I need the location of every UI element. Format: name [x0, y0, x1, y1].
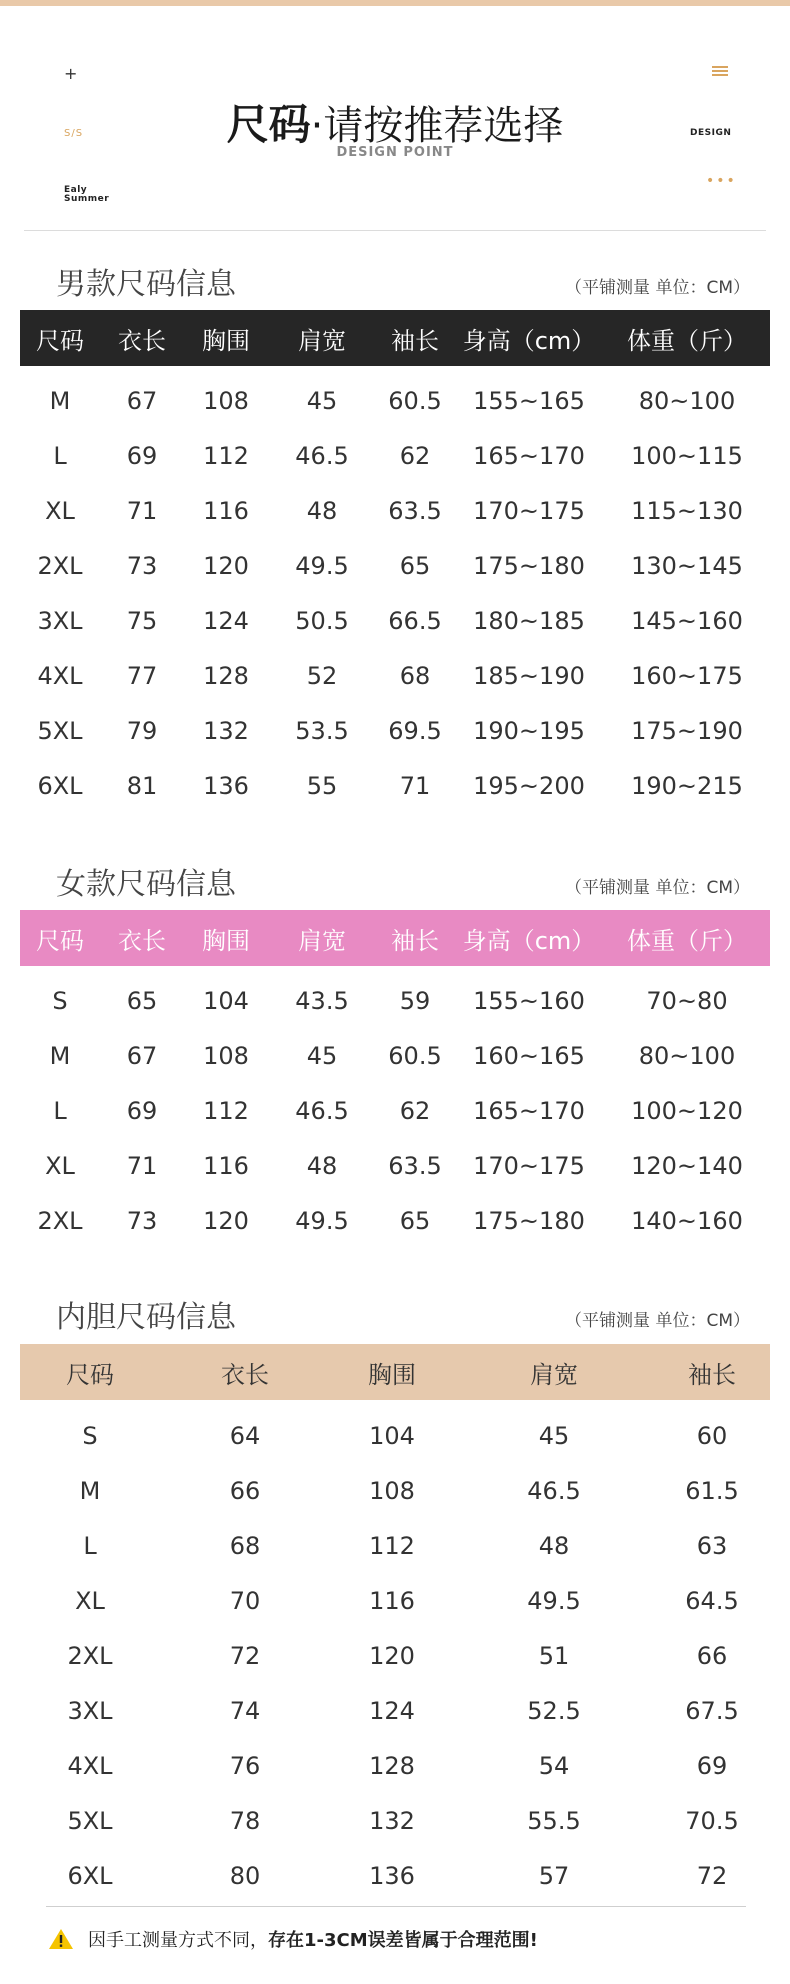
- season-label: S/S: [64, 128, 84, 139]
- table-cell: 46.5: [295, 441, 349, 470]
- table-row: [20, 373, 770, 428]
- table-cell: 65: [126, 986, 158, 1015]
- table-cell: XL: [45, 496, 75, 525]
- table-cell: 50.5: [295, 606, 349, 635]
- table-row: [20, 1138, 770, 1193]
- men-section-note: （平铺测量 单位：CM）: [565, 278, 750, 298]
- table-cell: 71: [126, 1151, 158, 1180]
- table-cell: 112: [203, 441, 249, 470]
- table-row: [20, 703, 770, 758]
- table-cell: 60.5: [388, 386, 442, 415]
- liner-section-title: 内胆尺码信息: [56, 1300, 236, 1335]
- liner-col-shoulder: 肩宽: [530, 1360, 578, 1389]
- table-row: [20, 1408, 770, 1463]
- table-row: [20, 1683, 770, 1738]
- table-cell: 46.5: [527, 1476, 581, 1505]
- table-cell: M: [49, 386, 71, 415]
- table-cell: 69: [126, 441, 158, 470]
- table-cell: 116: [203, 496, 249, 525]
- table-cell: 52: [306, 661, 338, 690]
- table-cell: 54: [538, 1751, 570, 1780]
- table-cell: 100~115: [631, 441, 743, 470]
- men-table-header: [20, 310, 770, 366]
- header-divider: [24, 230, 766, 231]
- table-cell: 45: [306, 386, 338, 415]
- table-cell: 116: [369, 1586, 415, 1615]
- table-row: [20, 483, 770, 538]
- table-cell: 65: [399, 551, 431, 580]
- women-col-sleeve: 袖长: [391, 926, 439, 955]
- table-cell: 49.5: [295, 551, 349, 580]
- table-cell: 165~170: [473, 441, 585, 470]
- table-row: [20, 428, 770, 483]
- table-cell: 170~175: [473, 1151, 585, 1180]
- table-cell: 128: [203, 661, 249, 690]
- table-cell: 2XL: [37, 551, 83, 580]
- table-cell: 52.5: [527, 1696, 581, 1725]
- table-row: [20, 1738, 770, 1793]
- ealy-text: Ealy: [64, 185, 88, 195]
- table-cell: S: [52, 986, 68, 1015]
- title-bold: 尺码: [226, 100, 311, 149]
- table-row: [20, 538, 770, 593]
- table-cell: 68: [229, 1531, 261, 1560]
- table-cell: 132: [369, 1806, 415, 1835]
- table-cell: 73: [126, 1206, 158, 1235]
- table-cell: 104: [203, 986, 249, 1015]
- table-cell: 160~165: [473, 1041, 585, 1070]
- table-cell: 130~145: [631, 551, 743, 580]
- table-cell: S: [82, 1421, 98, 1450]
- table-cell: 70.5: [685, 1806, 739, 1835]
- table-row: [20, 973, 770, 1028]
- men-col-length: 衣长: [118, 326, 166, 355]
- table-cell: 70: [229, 1586, 261, 1615]
- table-cell: 69: [126, 1096, 158, 1125]
- liner-table-header: [20, 1344, 770, 1400]
- table-cell: L: [83, 1531, 97, 1560]
- table-cell: 5XL: [37, 716, 83, 745]
- table-cell: 64: [229, 1421, 261, 1450]
- table-cell: 81: [126, 771, 158, 800]
- men-col-height: 身高（cm）: [462, 326, 596, 355]
- table-cell: 68: [399, 661, 431, 690]
- table-cell: M: [79, 1476, 101, 1505]
- table-cell: 45: [306, 1041, 338, 1070]
- table-cell: 120: [369, 1641, 415, 1670]
- table-cell: 155~165: [473, 386, 585, 415]
- table-cell: 120: [203, 1206, 249, 1235]
- plus-icon: +: [64, 64, 78, 83]
- table-cell: 61.5: [685, 1476, 739, 1505]
- table-cell: 59: [399, 986, 431, 1015]
- table-cell: 69: [696, 1751, 728, 1780]
- table-cell: L: [53, 441, 67, 470]
- note-normal-text: 因手工测量方式不同，: [88, 1930, 268, 1951]
- table-cell: 65: [399, 1206, 431, 1235]
- liner-col-size: 尺码: [66, 1360, 114, 1389]
- table-cell: 2XL: [67, 1641, 113, 1670]
- women-section-title: 女款尺码信息: [56, 867, 236, 902]
- table-cell: 70~80: [646, 986, 728, 1015]
- table-cell: 136: [369, 1861, 415, 1890]
- table-cell: 49.5: [295, 1206, 349, 1235]
- table-row: [20, 1028, 770, 1083]
- table-cell: 66: [696, 1641, 728, 1670]
- table-row: [20, 648, 770, 703]
- table-row: [20, 1573, 770, 1628]
- table-cell: 51: [538, 1641, 570, 1670]
- table-cell: 132: [203, 716, 249, 745]
- menu-icon: [712, 66, 728, 77]
- table-cell: 66: [229, 1476, 261, 1505]
- table-cell: 63.5: [388, 1151, 442, 1180]
- men-col-weight: 体重（斤）: [627, 326, 747, 355]
- table-cell: 80~100: [638, 1041, 736, 1070]
- page-title: [0, 92, 790, 152]
- table-row: [20, 593, 770, 648]
- table-cell: 108: [203, 386, 249, 415]
- table-cell: 67: [126, 1041, 158, 1070]
- table-cell: 62: [399, 441, 431, 470]
- table-row: [20, 1848, 770, 1903]
- table-cell: 120: [203, 551, 249, 580]
- liner-col-chest: 胸围: [368, 1360, 416, 1389]
- table-row: [20, 1518, 770, 1573]
- table-row: [20, 1193, 770, 1248]
- liner-section-note: （平铺测量 单位：CM）: [565, 1311, 750, 1331]
- table-cell: 80: [229, 1861, 261, 1890]
- table-cell: 60: [696, 1421, 728, 1450]
- table-cell: 60.5: [388, 1041, 442, 1070]
- table-cell: 136: [203, 771, 249, 800]
- table-cell: 3XL: [67, 1696, 113, 1725]
- women-col-size: 尺码: [36, 926, 84, 955]
- footer-divider: [46, 1906, 746, 1907]
- table-cell: 75: [126, 606, 158, 635]
- table-cell: 76: [229, 1751, 261, 1780]
- liner-col-length: 衣长: [221, 1360, 269, 1389]
- men-col-shoulder: 肩宽: [298, 326, 346, 355]
- table-cell: 165~170: [473, 1096, 585, 1125]
- table-cell: 115~130: [631, 496, 743, 525]
- table-cell: 185~190: [473, 661, 585, 690]
- table-cell: 124: [369, 1696, 415, 1725]
- men-col-sleeve: 袖长: [391, 326, 439, 355]
- men-col-chest: 胸围: [202, 326, 250, 355]
- women-table-header: [20, 910, 770, 966]
- table-cell: 190~215: [631, 771, 743, 800]
- table-cell: 140~160: [631, 1206, 743, 1235]
- table-cell: 116: [203, 1151, 249, 1180]
- women-col-length: 衣长: [118, 926, 166, 955]
- table-cell: 180~185: [473, 606, 585, 635]
- table-cell: 100~120: [631, 1096, 743, 1125]
- women-col-height: 身高（cm）: [462, 926, 596, 955]
- table-cell: 67.5: [685, 1696, 739, 1725]
- table-cell: 43.5: [295, 986, 349, 1015]
- summer-text: Summer: [64, 194, 110, 204]
- table-cell: 66.5: [388, 606, 442, 635]
- table-cell: 108: [203, 1041, 249, 1070]
- table-cell: 145~160: [631, 606, 743, 635]
- table-cell: 57: [538, 1861, 570, 1890]
- table-cell: XL: [75, 1586, 105, 1615]
- table-cell: 128: [369, 1751, 415, 1780]
- table-cell: 2XL: [37, 1206, 83, 1235]
- table-cell: 48: [538, 1531, 570, 1560]
- title-rest: ·请按推荐选择: [310, 103, 564, 149]
- table-cell: L: [53, 1096, 67, 1125]
- design-label: DESIGN: [690, 128, 732, 138]
- table-cell: 78: [229, 1806, 261, 1835]
- table-cell: 160~175: [631, 661, 743, 690]
- table-cell: 69.5: [388, 716, 442, 745]
- table-row: [20, 1793, 770, 1848]
- table-cell: 155~160: [473, 986, 585, 1015]
- table-cell: 55.5: [527, 1806, 581, 1835]
- measurement-note: [48, 1926, 538, 1952]
- table-cell: 72: [696, 1861, 728, 1890]
- men-section-title: 男款尺码信息: [56, 267, 236, 302]
- table-cell: 79: [126, 716, 158, 745]
- women-section-note: （平铺测量 单位：CM）: [565, 878, 750, 898]
- warning-icon: [48, 1928, 74, 1950]
- table-row: [20, 1628, 770, 1683]
- table-cell: 104: [369, 1421, 415, 1450]
- table-cell: 6XL: [67, 1861, 113, 1890]
- table-cell: 112: [203, 1096, 249, 1125]
- table-cell: 53.5: [295, 716, 349, 745]
- liner-col-sleeve: 袖长: [688, 1360, 736, 1389]
- women-col-chest: 胸围: [202, 926, 250, 955]
- table-cell: 71: [126, 496, 158, 525]
- table-cell: 48: [306, 1151, 338, 1180]
- table-cell: 4XL: [67, 1751, 113, 1780]
- table-row: [20, 758, 770, 813]
- men-col-size: 尺码: [36, 326, 84, 355]
- table-cell: 4XL: [37, 661, 83, 690]
- table-cell: 112: [369, 1531, 415, 1560]
- table-cell: 62: [399, 1096, 431, 1125]
- table-row: [20, 1463, 770, 1518]
- table-cell: 108: [369, 1476, 415, 1505]
- table-cell: 45: [538, 1421, 570, 1450]
- table-cell: 71: [399, 771, 431, 800]
- table-row: [20, 1083, 770, 1138]
- table-cell: 120~140: [631, 1151, 743, 1180]
- table-cell: 48: [306, 496, 338, 525]
- table-cell: 3XL: [37, 606, 83, 635]
- table-cell: 64.5: [685, 1586, 739, 1615]
- table-cell: 80~100: [638, 386, 736, 415]
- table-cell: 175~180: [473, 551, 585, 580]
- ealy-summer-label: [64, 186, 109, 204]
- table-cell: 124: [203, 606, 249, 635]
- table-cell: 63: [696, 1531, 728, 1560]
- table-cell: 195~200: [473, 771, 585, 800]
- table-cell: 49.5: [527, 1586, 581, 1615]
- table-cell: 46.5: [295, 1096, 349, 1125]
- table-cell: 74: [229, 1696, 261, 1725]
- table-cell: 175~180: [473, 1206, 585, 1235]
- table-cell: 63.5: [388, 496, 442, 525]
- table-cell: 5XL: [67, 1806, 113, 1835]
- note-bold-text: 存在1-3CM误差皆属于合理范围!: [268, 1930, 538, 1951]
- women-col-shoulder: 肩宽: [298, 926, 346, 955]
- table-cell: 190~195: [473, 716, 585, 745]
- table-cell: 55: [306, 771, 338, 800]
- table-cell: 73: [126, 551, 158, 580]
- page-header: [0, 6, 790, 231]
- women-col-weight: 体重（斤）: [627, 926, 747, 955]
- table-cell: 170~175: [473, 496, 585, 525]
- table-cell: 67: [126, 386, 158, 415]
- ellipsis-icon: •••: [706, 173, 737, 189]
- table-cell: M: [49, 1041, 71, 1070]
- table-cell: 72: [229, 1641, 261, 1670]
- table-cell: 77: [126, 661, 158, 690]
- table-cell: 175~190: [631, 716, 743, 745]
- page-subtitle: DESIGN POINT: [336, 145, 454, 160]
- table-cell: XL: [45, 1151, 75, 1180]
- table-cell: 6XL: [37, 771, 83, 800]
